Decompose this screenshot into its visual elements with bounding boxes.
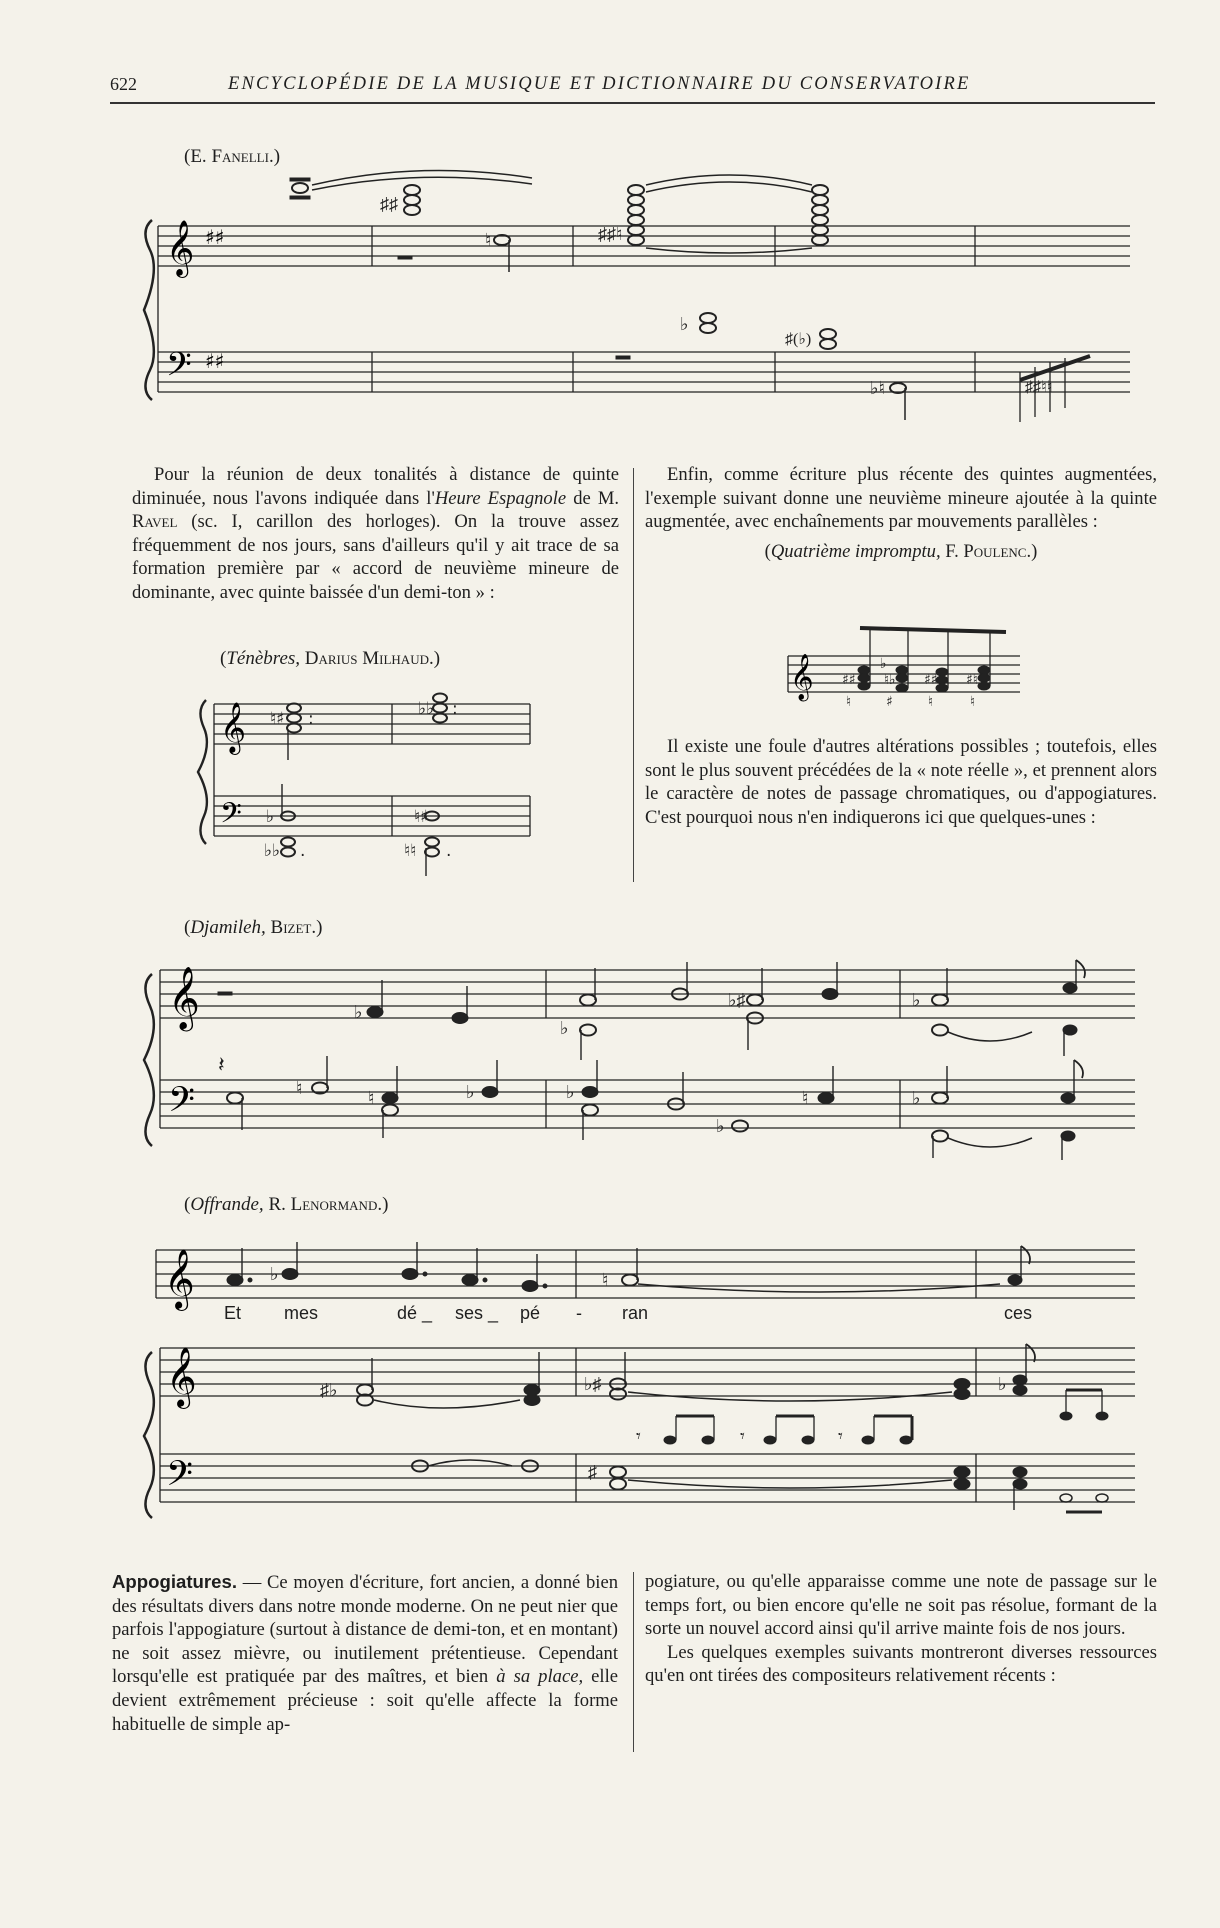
svg-text:𝄢: 𝄢 bbox=[166, 1453, 194, 1502]
svg-text:♭: ♭ bbox=[912, 990, 921, 1010]
lyric-syllable: pé bbox=[520, 1303, 541, 1323]
svg-text:𝄢: 𝄢 bbox=[168, 1079, 196, 1128]
svg-text:♯♯: ♯♯ bbox=[380, 194, 398, 214]
section-heading-appogiatures: Appogiatures. bbox=[112, 1571, 237, 1592]
paragraph-tonalites: Pour la réunion de deux tonalités à distance de quinte diminuée, nous l'avons indiquée dans l'Heure Espagnole de M. Ravel (sc. I, carillon des horloges). On la trouve assez fréquemment de nos jours, sans d'ailleurs qu'il y ait trace de sa formation première par « accord de neuvième mineure de dominante, avec quinte baissée d'un demi-ton » : bbox=[132, 464, 620, 603]
poulenc-caption: (Quatrième impromptu, F. Poulenc.) bbox=[764, 540, 1038, 562]
svg-text:♮♯: ♮♯ bbox=[414, 807, 429, 827]
svg-text:♯: ♯ bbox=[588, 1462, 597, 1482]
svg-text:♮: ♮ bbox=[802, 1088, 809, 1108]
svg-text:♯(♭): ♯(♭) bbox=[785, 331, 812, 348]
music-score-offrande bbox=[140, 1240, 1140, 1510]
lyric-syllable: dé _ bbox=[397, 1303, 433, 1323]
svg-text:♭: ♭ bbox=[266, 807, 275, 827]
svg-text:𝄢: 𝄢 bbox=[220, 797, 242, 837]
lyric-syllable: ses _ bbox=[455, 1303, 499, 1323]
offrande-caption: (Offrande, R. Lenormand.) bbox=[184, 1194, 389, 1215]
svg-text:𝄽: 𝄽 bbox=[218, 1052, 225, 1077]
left-column-text bbox=[132, 463, 619, 605]
svg-text:♯♮: ♯♮ bbox=[966, 672, 978, 688]
lyric-syllable: ran bbox=[622, 1303, 649, 1323]
svg-text:𝄞: 𝄞 bbox=[166, 220, 195, 276]
svg-text:♭♯: ♭♯ bbox=[584, 1374, 602, 1394]
lyric-syllable: - bbox=[576, 1303, 582, 1323]
offrande-composer: R. Lenormand bbox=[263, 1194, 378, 1215]
svg-text::: : bbox=[452, 699, 458, 719]
lyric-syllable: ces bbox=[1004, 1303, 1033, 1323]
svg-text:♮: ♮ bbox=[602, 1270, 609, 1290]
svg-text:♯♯: ♯♯ bbox=[924, 672, 938, 688]
right-column-text bbox=[645, 463, 1157, 563]
header-rule bbox=[110, 102, 1155, 104]
svg-text:♯: ♯ bbox=[886, 694, 893, 710]
svg-text:𝄾: 𝄾 bbox=[636, 1426, 641, 1446]
svg-text:♮♭: ♮♭ bbox=[884, 672, 896, 688]
svg-text:♭: ♭ bbox=[270, 1264, 279, 1284]
svg-text:♭♯: ♭♯ bbox=[728, 990, 746, 1010]
svg-text:♮♮: ♮♮ bbox=[404, 841, 417, 861]
music-score-fanelli bbox=[140, 160, 1140, 420]
svg-text:𝄞: 𝄞 bbox=[168, 966, 200, 1029]
column-divider-bottom bbox=[633, 1572, 634, 1752]
tenebres-composer: Darius Milhaud bbox=[300, 648, 429, 669]
svg-text:♭♭: ♭♭ bbox=[418, 699, 435, 719]
svg-text:♯♯: ♯♯ bbox=[205, 349, 225, 373]
svg-text:♮: ♮ bbox=[368, 1088, 375, 1108]
svg-text:♮: ♮ bbox=[928, 694, 934, 710]
svg-text:♯♯: ♯♯ bbox=[842, 672, 856, 688]
music-score-poulenc bbox=[784, 622, 1024, 712]
svg-text:♭: ♭ bbox=[680, 314, 689, 334]
djamileh-title: Djamileh, bbox=[190, 917, 266, 938]
paragraph-exemples: Les quelques exemples suivants montreront diverses ressources qu'en ont tirées des compositeurs relativement récents : bbox=[645, 1641, 1157, 1687]
svg-text:𝄞: 𝄞 bbox=[164, 1249, 195, 1309]
svg-text:♭: ♭ bbox=[716, 1116, 725, 1136]
page-header bbox=[110, 74, 1155, 100]
svg-text:.: . bbox=[300, 841, 306, 861]
svg-text:♯♭: ♯♭ bbox=[320, 1380, 338, 1400]
svg-text::: : bbox=[308, 709, 314, 729]
svg-text:.: . bbox=[446, 841, 452, 861]
poulenc-title: Quatrième impromptu, bbox=[770, 540, 941, 562]
svg-text:𝄞: 𝄞 bbox=[790, 654, 814, 700]
poulenc-composer: F. Poulenc bbox=[940, 540, 1027, 562]
svg-text:♮: ♮ bbox=[970, 694, 976, 710]
svg-text:♭♮: ♭♮ bbox=[870, 378, 885, 398]
svg-text:𝄾: 𝄾 bbox=[838, 1426, 843, 1446]
svg-text:♭: ♭ bbox=[560, 1018, 569, 1038]
svg-text:𝄾: 𝄾 bbox=[740, 1426, 745, 1446]
paragraph-appogiatures: Appogiatures. — Ce moyen d'écriture, fort ancien, a donné bien des résultats divers dans notre monde moderne. On ne peut nier que parfois l'appogiature (surtout à distance de demi-ton, et en montant) ne soit assez mièvre, ou inutilement prétentieuse. Cependant lorsqu'elle est pratiquée par des maîtres, et bien à sa place, elle devient extrêmement précieuse : soit qu'elle affecte la forme habituelle de simple ap- bbox=[112, 1571, 618, 1735]
lyric-syllable: Et bbox=[224, 1303, 242, 1323]
svg-text:♭: ♭ bbox=[912, 1088, 921, 1108]
tenebres-caption: (Ténèbres, Darius Milhaud.) bbox=[220, 648, 441, 669]
svg-text:♯♯♮: ♯♯♮ bbox=[598, 224, 623, 244]
offrande-title: Offrande, bbox=[190, 1194, 264, 1215]
svg-text:♯♯: ♯♯ bbox=[205, 225, 225, 249]
djamileh-caption: (Djamileh, Bizet.) bbox=[184, 917, 323, 938]
music-score-tenebres bbox=[196, 680, 536, 880]
composer-ravel: Ravel bbox=[132, 511, 178, 533]
svg-text:♭: ♭ bbox=[998, 1374, 1007, 1394]
svg-text:♭: ♭ bbox=[566, 1082, 575, 1102]
svg-text:♮: ♮ bbox=[846, 694, 852, 710]
djamileh-composer: Bizet bbox=[265, 917, 312, 938]
appogiatures-left-column bbox=[112, 1570, 618, 1736]
svg-text:♭: ♭ bbox=[880, 656, 887, 672]
svg-text:♭: ♭ bbox=[354, 1002, 363, 1022]
running-title: ENCYCLOPÉDIE DE LA MUSIQUE ET DICTIONNAIRE DU CONSERVATOIRE bbox=[228, 74, 971, 94]
svg-text:♮: ♮ bbox=[485, 230, 492, 250]
music-score-djamileh bbox=[140, 960, 1140, 1160]
fanelli-caption: (E. Fanelli.) bbox=[184, 146, 281, 167]
right-column-text-2 bbox=[645, 735, 1157, 829]
appogiatures-right-column bbox=[645, 1570, 1157, 1688]
fanelli-composer: Fanelli bbox=[211, 146, 269, 167]
paragraph-alterations: Il existe une foule d'autres altérations possibles ; toutefois, elles sont le plus souvent précédées de la « note réelle », et prennent alors le caractère de notes de passage chromatiques, ou d'appogiatures. C'est pourquoi nous n'en indiquerons ici que quelques-unes : bbox=[645, 736, 1157, 828]
tenebres-title: Ténèbres, bbox=[226, 648, 301, 669]
paragraph-appogiatures-cont: pogiature, ou qu'elle apparaisse comme une note de passage sur le temps fort, ou bien encore qu'elle ne soit pas résolue, formant de la sorte un nouvel accord ainsi qu'il arrive mainte fois de nos jours. bbox=[645, 1571, 1157, 1640]
svg-text:♯♯♮♮: ♯♯♮♮ bbox=[1025, 379, 1053, 396]
svg-text:♭: ♭ bbox=[466, 1082, 475, 1102]
svg-text:♭♭: ♭♭ bbox=[264, 841, 281, 861]
lyric-syllable: mes bbox=[284, 1303, 319, 1323]
svg-text:♮♯: ♮♯ bbox=[270, 709, 285, 729]
page-number: 622 bbox=[110, 74, 137, 94]
svg-text:𝄞: 𝄞 bbox=[220, 702, 247, 753]
svg-text:𝄞: 𝄞 bbox=[166, 1347, 197, 1407]
svg-text:♮: ♮ bbox=[296, 1078, 303, 1098]
paragraph-quintes: Enfin, comme écriture plus récente des quintes augmentées, l'exemple suivant donne une neuvième mineure ajoutée à la quinte augmentée, avec enchaînements par mouvements parallèles : bbox=[645, 464, 1157, 533]
column-divider bbox=[633, 468, 634, 882]
svg-text:𝄢: 𝄢 bbox=[166, 346, 192, 392]
work-title-heure-espagnole: Heure Espagnole bbox=[434, 487, 567, 509]
